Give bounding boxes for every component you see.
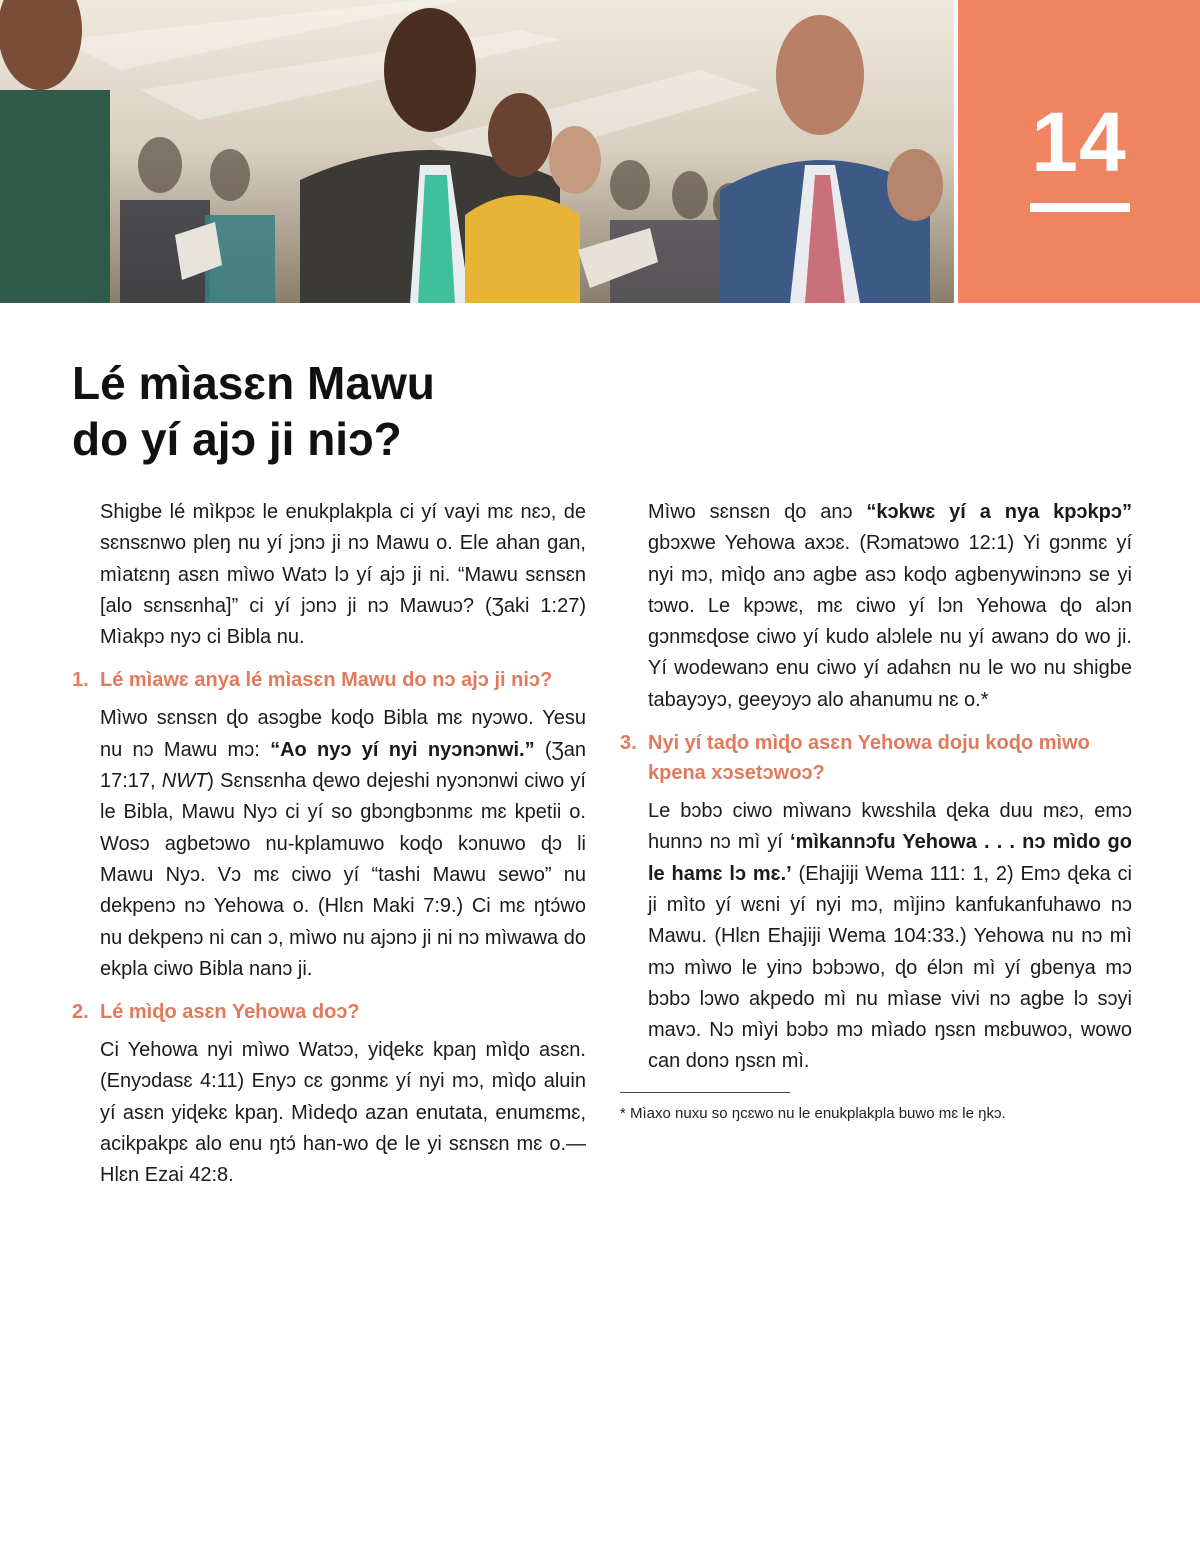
question-3-number: 3.	[620, 732, 637, 755]
header-photo	[0, 0, 954, 303]
lesson-number-block	[958, 0, 1200, 303]
q1-nwt: NWT	[161, 770, 208, 793]
col2-text-a: Mìwo sɛnsɛn ɖo anɔ	[648, 501, 867, 523]
q1-text-c: ) Sɛnsɛnha ɖewo dejeshi nyɔnɔnwi ciwo yí le Bibla, Mawu Nyɔ ci yí so gbɔngbɔnmɛ mɛ kpetii o. Wosɔ agbetɔwo nu-kplamuwo koɖo kɔnuwo ɖɔ li Mawu Nyɔ. Vɔ mɛ ciwo yí “tashi Mawu sewo” nu dekpenɔ nɔ Yehowa o. (Hlɛn Maki 7:9.) Ci mɛ ŋtɔ́wo nu dekpenɔ ni can ɔ, mìwo nu ajɔnɔ ji ni nɔ mìwawa do ekpla ciwo Bibla nanɔ ji.	[100, 770, 586, 980]
lesson-number-underline	[1030, 203, 1130, 212]
question-2-number: 2.	[72, 1001, 89, 1024]
right-column	[620, 497, 1132, 1125]
page-title	[72, 355, 592, 467]
q3-text-a: Le bɔbɔ ciwo mìwanɔ kwɛshila ɖeka duu mɛɔ, emɔ hunnɔ nɔ mì yí	[648, 800, 1132, 854]
col2-text-b: gbɔxwe Yehowa axɔɛ. (Rɔmatɔwo 12:1) Yi gɔnmɛ yí nyi mɔ, mìɖo anɔ agbe asɔ koɖo agbenywinɔnɔ se yi tɔwo. Le kpɔwɛ, mɛ ciwo yí lɔn Yehowa ɖo alɔn gɔnmɛɖose ciwo yí kudo alɔlele nu yí awanɔ do wo ji. Yí wodewanɔ enu ciwo yí adahɛn nu le wo nu shigbe tabayɔyɔ, geeyɔyɔ alo ahanumu nɛ o.*	[648, 532, 1132, 711]
q1-text-a: Mìwo sɛnsɛn ɖo asɔgbe koɖo Bibla mɛ nyɔwo. Yesu nu nɔ Mawu mɔ:	[100, 707, 586, 761]
q1-scripture-quote: “Ao nyɔ yí nyi nyɔnɔnwi.”	[270, 738, 535, 761]
q3-text-b: (Ehajiji Wema 111: 1, 2) Emɔ ɖeka ci ji mìto yí wɛni yí nyi mɔ, mìjinɔ kanfukanfuhawo nɔ Mawu. (Hlɛn Ehajiji Wema 104:33.) Yehowa nu nɔ mì mɔ mìwo le yinɔ bɔbɔwo, ɖo élɔn mì yí gbenya mɔ bɔbɔ lɔwo akpedo mì nu mìase vivi nɔ agbe lɔ sɔyi mavɔ. Nɔ mìyi bɔbɔ mɔ mìado ŋsɛn mɛbuwoɔ, wowo can donɔ ŋsɛn mì.	[648, 862, 1132, 1073]
congregation-singing-image	[0, 0, 954, 303]
question-2-paragraph: Ci Yehowa nyi mìwo Watɔɔ, yiɖekɛ kpaŋ mìɖo asɛn. (Enyɔdasɛ 4:11) Enyɔ cɛ gɔnmɛ yí nyi mɔ, mìɖo aluin yí asɛn yiɖekɛ kpaŋ. Mìdeɖo azan enutata, enumɛmɛ, acikpakpɛ alo enu ŋtɔ́ han-wo ɖe le yi sɛnsɛn mɛ o.—Hlɛn Ezai 42:8.	[100, 1039, 586, 1187]
question-1	[72, 665, 586, 695]
page-title-line-2: do yí ajɔ ji niɔ?	[72, 413, 402, 465]
question-2	[72, 997, 586, 1027]
question-1-text: Lé mìawɛ anya lé mìasɛn Mawu do nɔ ajɔ ji niɔ?	[100, 669, 553, 692]
intro-paragraph: Shigbe lé mìkpɔɛ le enukplakpla ci yí vayi mɛ nɛɔ, de sɛnsɛnwo pleŋ nu yí jɔnɔ ji nɔ Mawu o. Ele ahan gan, mìatɛnŋ asɛn mìwo Watɔ lɔ yí ajɔ ji ni. “Mawu sɛnsɛn [alo sɛnsɛnha]” ci yí jɔnɔ ji nɔ Mawuɔ? (Ʒaki 1:27) Mìakpɔ nyɔ ci Bibla nu.	[100, 501, 586, 649]
left-column	[72, 497, 586, 1192]
footnote-divider	[620, 1092, 790, 1093]
question-3-paragraph	[620, 796, 1132, 1078]
question-3-text: Nyi yí taɖo mìɖo asɛn Yehowa doju koɖo mìwo kpena xɔsetɔwoɔ?	[648, 732, 1090, 785]
footnote: * Mìaxo nuxu so ŋcɛwo nu le enukplakpla buwo mɛ le ŋkɔ.	[620, 1104, 1006, 1122]
question-1-paragraph	[72, 703, 586, 985]
col2-intro-paragraph	[620, 497, 1132, 716]
question-3	[620, 728, 1132, 788]
q1-text-b: (Ʒan 17:17,	[100, 738, 586, 793]
lesson-number: 14	[1031, 95, 1127, 189]
question-1-number: 1.	[72, 669, 89, 692]
question-2-text: Lé mìɖo asɛn Yehowa doɔ?	[100, 1001, 360, 1024]
q3-scripture-quote: ‘mìkannɔfu Yehowa . . . nɔ mìdo go le hamɛ lɔ mɛ.’	[648, 831, 1132, 885]
page-title-line-1: Lé mìasɛn Mawu	[72, 357, 435, 409]
col2-scripture-quote: “kɔkwɛ yí a nya kpɔkpɔ”	[866, 501, 1132, 523]
